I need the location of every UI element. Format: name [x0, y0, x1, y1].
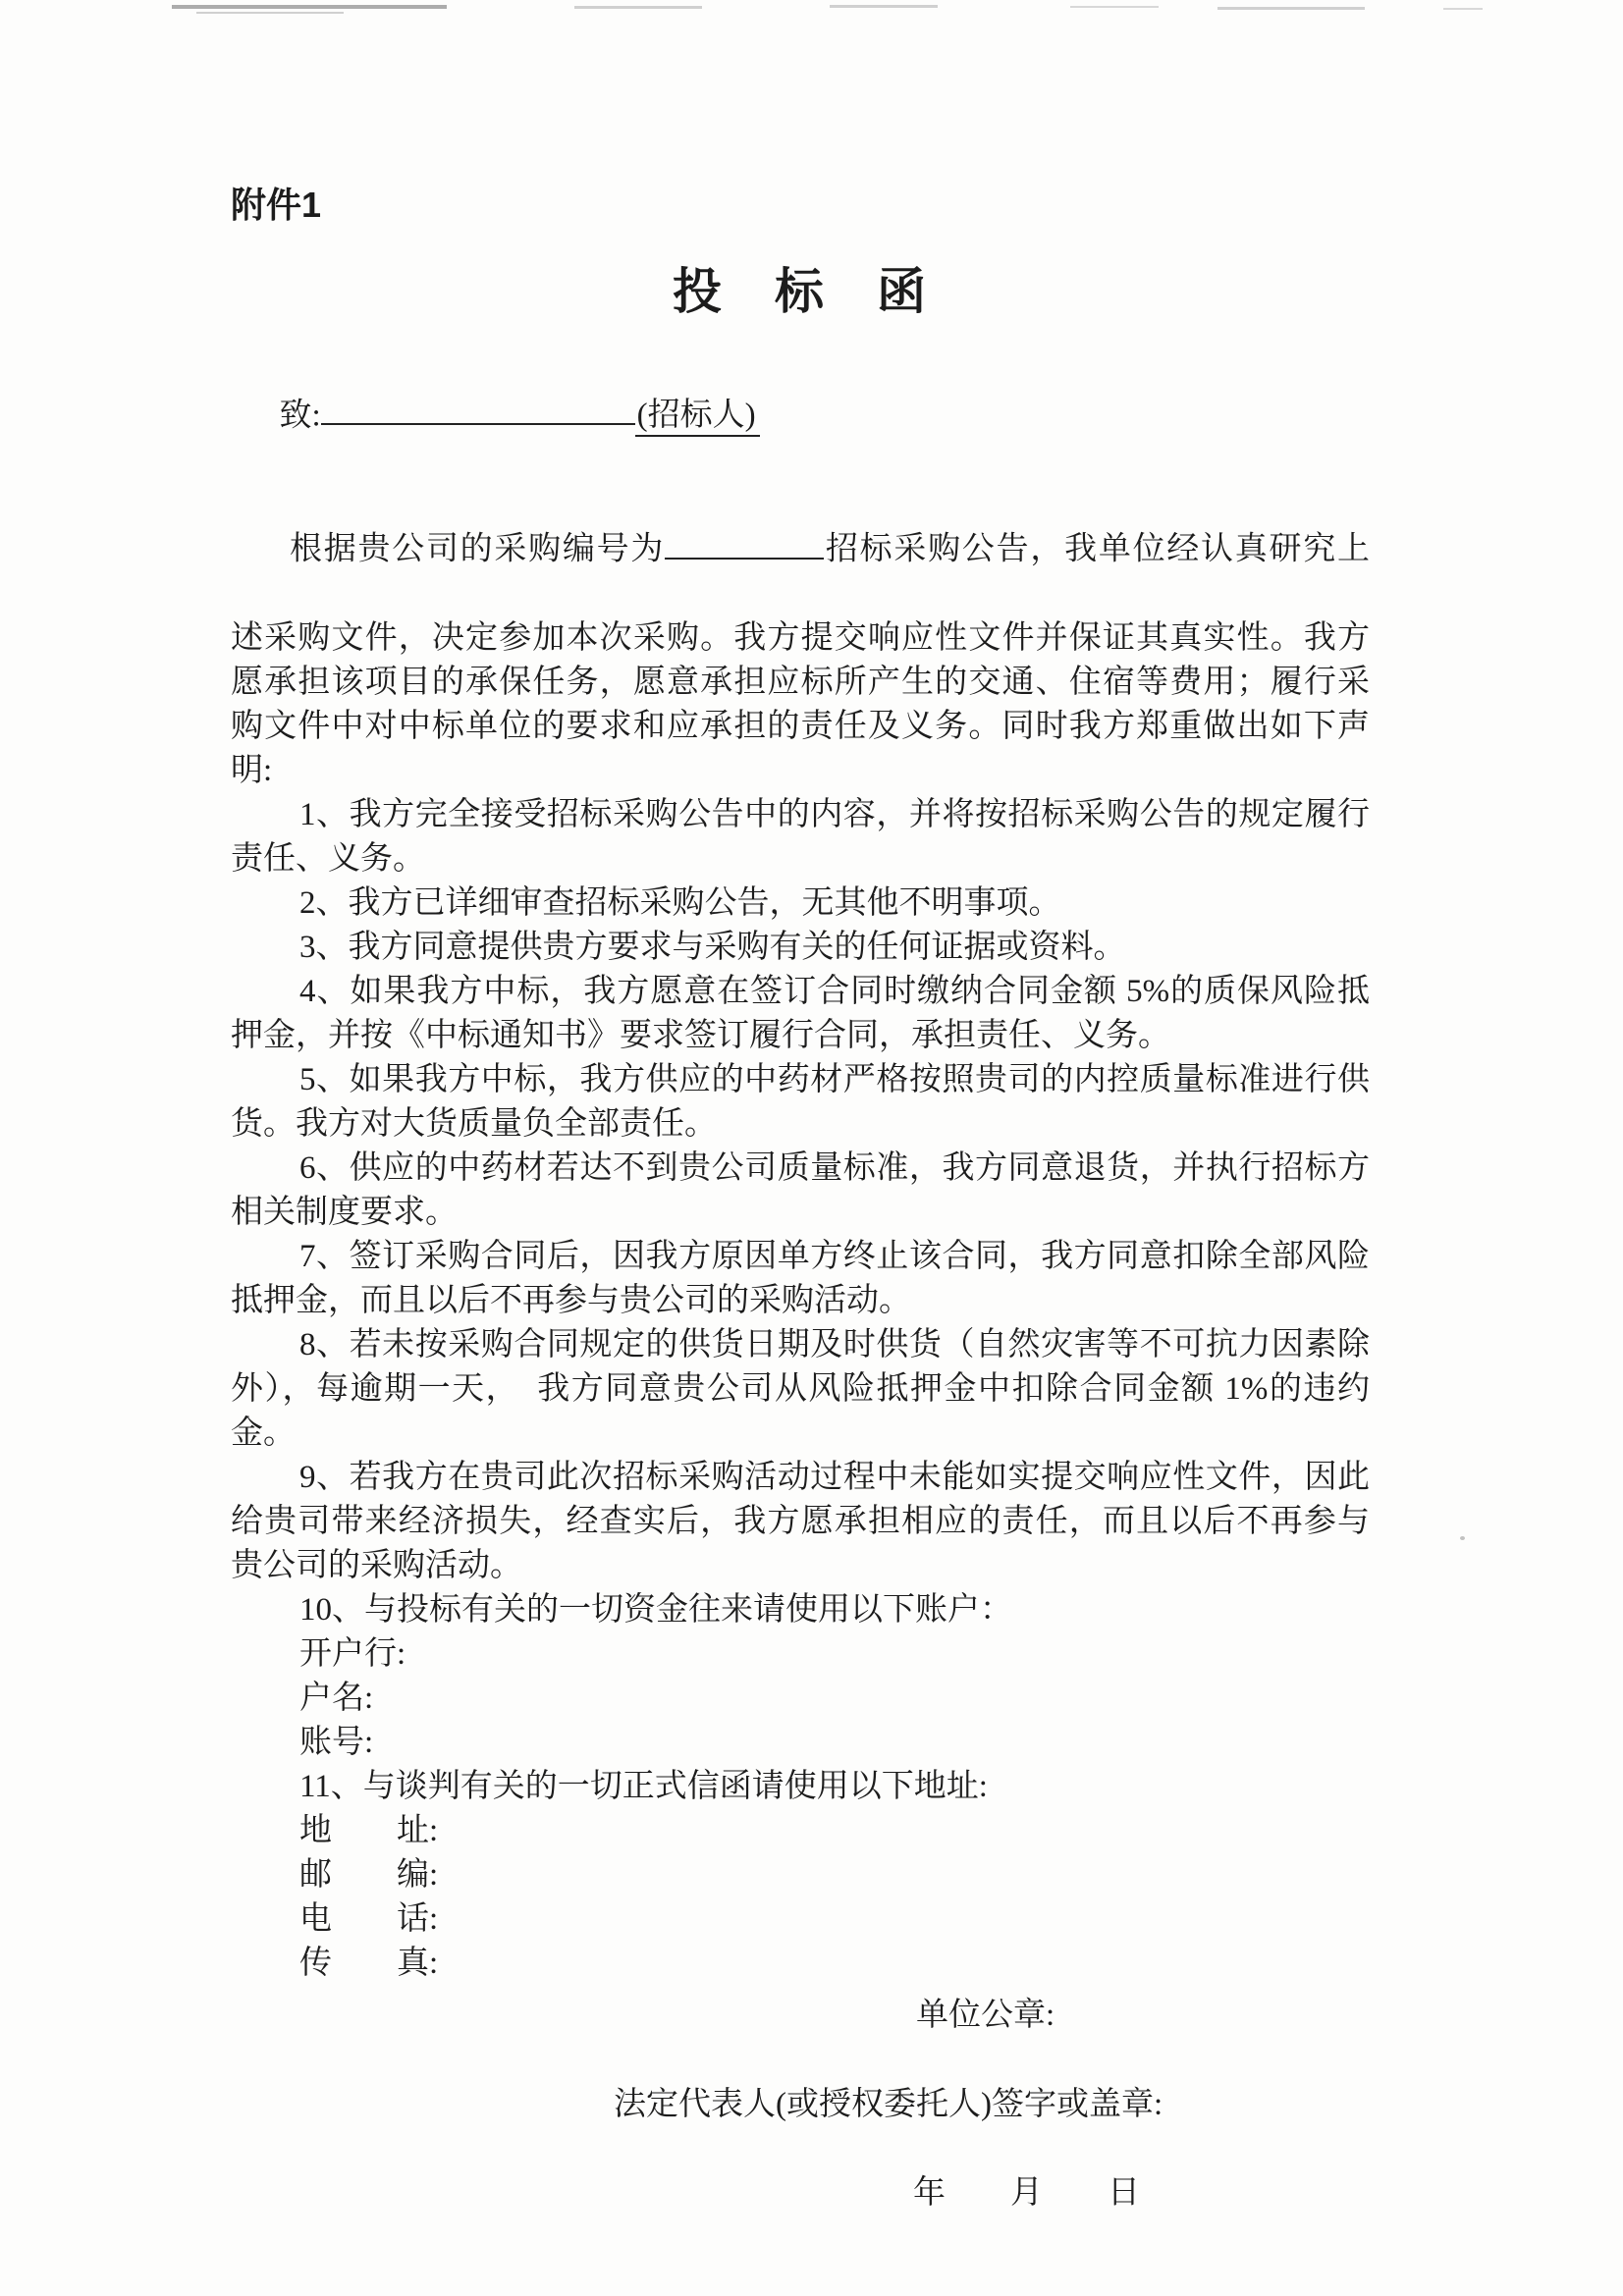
document-title: 投 标 函: [673, 264, 928, 319]
text-line: 11、与谈判有关的一切正式信函请使用以下地址:: [299, 1768, 988, 1804]
text-line: 1、我方完全接受招标采购公告中的内容，并将按招标采购公告的规定履行: [299, 796, 1370, 832]
text-line: 明:: [231, 752, 273, 788]
text-line: 10、与投标有关的一切资金往来请使用以下账户：: [299, 1591, 1012, 1628]
text-line: 开户行:: [299, 1635, 406, 1672]
text-line: 外），每逾期一天， 我方同意贵公司从风险抵押金中扣除合同金额 1%的违约: [231, 1370, 1370, 1407]
scan-artifact: [574, 6, 702, 9]
scan-artifact: [830, 5, 938, 8]
text-line: 给贵司带来经济损失，经查实后，我方愿承担相应的责任，而且以后不再参与: [231, 1503, 1370, 1539]
text-line: 责任、义务。: [231, 840, 425, 877]
text-line: 9、若我方在贵司此次招标采购活动过程中未能如实提交响应性文件，因此: [299, 1459, 1370, 1495]
text-line: 抵押金，而且以后不再参与贵公司的采购活动。: [231, 1282, 911, 1318]
salutation-line: [231, 348, 1370, 482]
opening-line: [231, 482, 1370, 615]
text-line: 账号:: [299, 1724, 374, 1760]
opening-text-after-blank: 招标采购公告，我单位经认真研究上: [824, 531, 1371, 567]
legal-representative-label: 法定代表人(或授权委托人)签字或盖章:: [614, 2086, 1163, 2122]
text-line: 相关制度要求。: [231, 1194, 458, 1230]
attachment-label: 附件1: [231, 185, 322, 225]
text-line: 购文件中对中标单位的要求和应承担的责任及义务。同时我方郑重做出如下声: [231, 708, 1370, 744]
scan-artifact: [196, 12, 344, 14]
text-line: 贵公司的采购活动。: [231, 1547, 522, 1583]
opening-text-before-blank: 根据贵公司的采购编号为: [289, 531, 666, 567]
text-line: 4、如果我方中标，我方愿意在签订合同时缴纳合同金额 5%的质保风险抵: [299, 973, 1370, 1009]
text-line: 传 真:: [299, 1945, 439, 1981]
text-line: 押金，并按《中标通知书》要求签订履行合同，承担责任、义务。: [231, 1017, 1170, 1053]
text-line: 7、签订采购合同后，因我方原因单方终止该合同，我方同意扣除全部风险: [299, 1238, 1370, 1274]
text-line: 愿承担该项目的承保任务，愿意承担应标所产生的交通、住宿等费用；履行采: [231, 664, 1370, 700]
text-line: 户名:: [299, 1680, 374, 1716]
text-line: 地 址:: [299, 1812, 439, 1848]
procurement-number-blank: [665, 526, 824, 559]
scan-artifact: [172, 5, 447, 9]
text-line: 邮 编:: [299, 1856, 439, 1893]
company-seal-label: 单位公章:: [916, 1997, 1055, 2033]
text-line: 述采购文件，决定参加本次采购。我方提交响应性文件并保证其真实性。我方: [231, 619, 1370, 656]
scan-artifact: [1217, 7, 1365, 10]
salutation-prefix: 致:: [279, 398, 321, 434]
payee-name-blank: [321, 393, 635, 425]
text-line: 6、供应的中药材若达不到贵公司质量标准，我方同意退货，并执行招标方: [299, 1149, 1370, 1186]
date-line: 年 月 日: [913, 2174, 1140, 2211]
text-line: 2、我方已详细审查招标采购公告，无其他不明事项。: [299, 884, 1061, 921]
payee-role-label: (招标人): [635, 398, 760, 437]
text-line: 金。: [231, 1415, 296, 1451]
text-line: 5、如果我方中标，我方供应的中药材严格按照贵司的内控质量标准进行供: [299, 1061, 1370, 1097]
text-line: 3、我方同意提供贵方要求与采购有关的任何证据或资料。: [299, 929, 1126, 965]
scan-artifact: [1460, 1536, 1465, 1540]
text-line: 电 话:: [299, 1900, 439, 1937]
text-line: 货。我方对大货质量负全部责任。: [231, 1105, 717, 1142]
text-line: 8、若未按采购合同规定的供货日期及时供货（自然灾害等不可抗力因素除: [299, 1326, 1370, 1362]
document-content: [231, 183, 1370, 2216]
scan-artifact: [1443, 8, 1483, 10]
scan-artifact: [1070, 6, 1159, 8]
body-text-block: [231, 616, 1370, 1986]
